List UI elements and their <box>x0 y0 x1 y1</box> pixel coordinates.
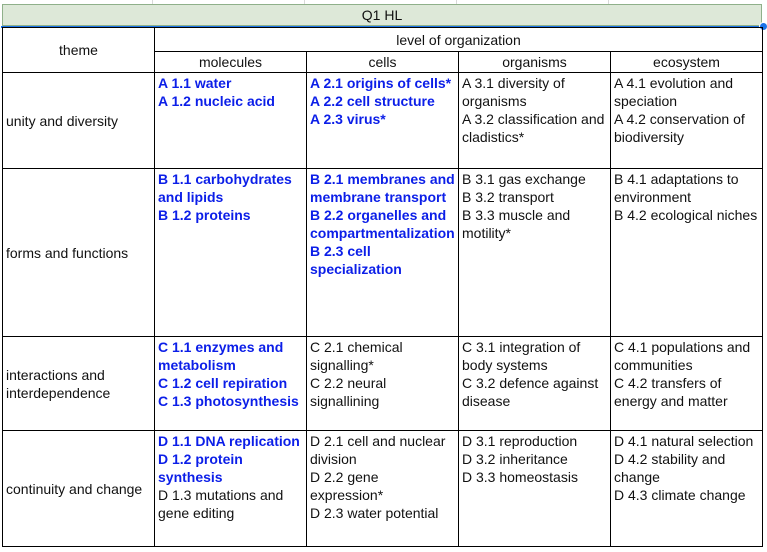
topic-cell[interactable] <box>307 73 459 169</box>
topic-cell[interactable] <box>307 337 459 431</box>
topic-item: C 1.3 photosynthesis <box>158 393 299 409</box>
topic-item: B 3.2 transport <box>462 189 554 205</box>
topic-item: A 2.1 origins of cells* <box>310 75 452 91</box>
topic-cell[interactable] <box>611 169 763 337</box>
topic-item: D 3.1 reproduction <box>462 433 578 449</box>
topic-cell[interactable] <box>155 169 307 337</box>
topic-item: A 4.1 evolution and speciation <box>614 75 734 109</box>
topic-item: D 4.2 stability and change <box>614 451 726 485</box>
topic-item: C 3.2 defence against disease <box>462 375 599 409</box>
topic-item: A 1.2 nucleic acid <box>158 93 275 109</box>
topic-cell[interactable] <box>611 73 763 169</box>
topic-item: B 4.1 adaptations to environment <box>614 171 739 205</box>
topic-item: D 3.2 inheritance <box>462 451 568 467</box>
topic-item: C 2.2 neural signallining <box>310 375 387 409</box>
col-header-organisms[interactable]: organisms <box>459 52 611 73</box>
topic-item: D 1.1 DNA replication <box>158 433 300 449</box>
curriculum-table <box>2 27 763 547</box>
topic-cell[interactable] <box>459 169 611 337</box>
topic-cell[interactable] <box>459 73 611 169</box>
topic-item: B 2.2 organelles and compartmentalization <box>310 207 455 241</box>
topic-cell[interactable] <box>155 73 307 169</box>
topic-item: D 2.2 gene expression* <box>310 469 384 503</box>
topic-item: A 4.2 conservation of biodiversity <box>614 111 745 145</box>
topic-item: B 1.2 proteins <box>158 207 251 223</box>
topic-item: C 1.2 cell repiration <box>158 375 288 391</box>
col-header-cells[interactable]: cells <box>307 52 459 73</box>
topic-cell[interactable] <box>611 431 763 547</box>
topic-item: D 4.1 natural selection <box>614 433 754 449</box>
topic-cell[interactable] <box>459 337 611 431</box>
topic-cell[interactable] <box>155 337 307 431</box>
topic-item: C 2.1 chemical signalling* <box>310 339 403 373</box>
topic-item: A 2.3 virus* <box>310 111 386 127</box>
topic-item: D 2.1 cell and nuclear division <box>310 433 446 467</box>
topic-cell[interactable] <box>307 169 459 337</box>
theme-cell[interactable]: forms and functions <box>3 169 155 337</box>
level-header[interactable]: level of organization <box>155 28 763 52</box>
table-row <box>3 73 763 169</box>
topic-item: A 2.2 cell structure <box>310 93 435 109</box>
topic-item: B 3.1 gas exchange <box>462 171 586 187</box>
theme-cell[interactable]: continuity and change <box>3 431 155 547</box>
theme-header[interactable]: theme <box>3 28 155 73</box>
topic-item: B 1.1 carbohydrates and lipids <box>158 171 292 205</box>
topic-item: D 3.3 homeostasis <box>462 469 578 485</box>
topic-item: D 2.3 water potential <box>310 505 439 521</box>
topic-item: C 4.1 populations and communities <box>614 339 751 373</box>
table-row <box>3 169 763 337</box>
topic-item: B 3.3 muscle and motility* <box>462 207 571 241</box>
topic-item: D 4.3 climate change <box>614 487 746 503</box>
topic-item: B 2.3 cell specialization <box>310 243 402 277</box>
topic-item: C 1.1 enzymes and metabolism <box>158 339 284 373</box>
sheet-title: Q1 HL <box>361 7 403 23</box>
topic-item: A 1.1 water <box>158 75 232 91</box>
merged-title-cell[interactable] <box>2 4 762 26</box>
theme-cell[interactable]: unity and diversity <box>3 73 155 169</box>
topic-item: A 3.2 classification and cladistics* <box>462 111 605 145</box>
topic-item: B 4.2 ecological niches <box>614 207 758 223</box>
col-header-ecosystem[interactable]: ecosystem <box>611 52 763 73</box>
table-row <box>3 337 763 431</box>
topic-item: B 2.1 membranes and membrane transport <box>310 171 455 205</box>
topic-item: C 4.2 transfers of energy and matter <box>614 375 728 409</box>
topic-cell[interactable] <box>611 337 763 431</box>
topic-cell[interactable] <box>459 431 611 547</box>
topic-item: A 3.1 diversity of organisms <box>462 75 565 109</box>
topic-cell[interactable] <box>307 431 459 547</box>
topic-item: D 1.3 mutations and gene editing <box>158 487 284 521</box>
topic-item: D 1.2 protein synthesis <box>158 451 243 485</box>
table-row <box>3 431 763 547</box>
col-header-molecules[interactable]: molecules <box>155 52 307 73</box>
theme-cell[interactable]: interactions and interdependence <box>3 337 155 431</box>
topic-cell[interactable] <box>155 431 307 547</box>
topic-item: C 3.1 integration of body systems <box>462 339 581 373</box>
